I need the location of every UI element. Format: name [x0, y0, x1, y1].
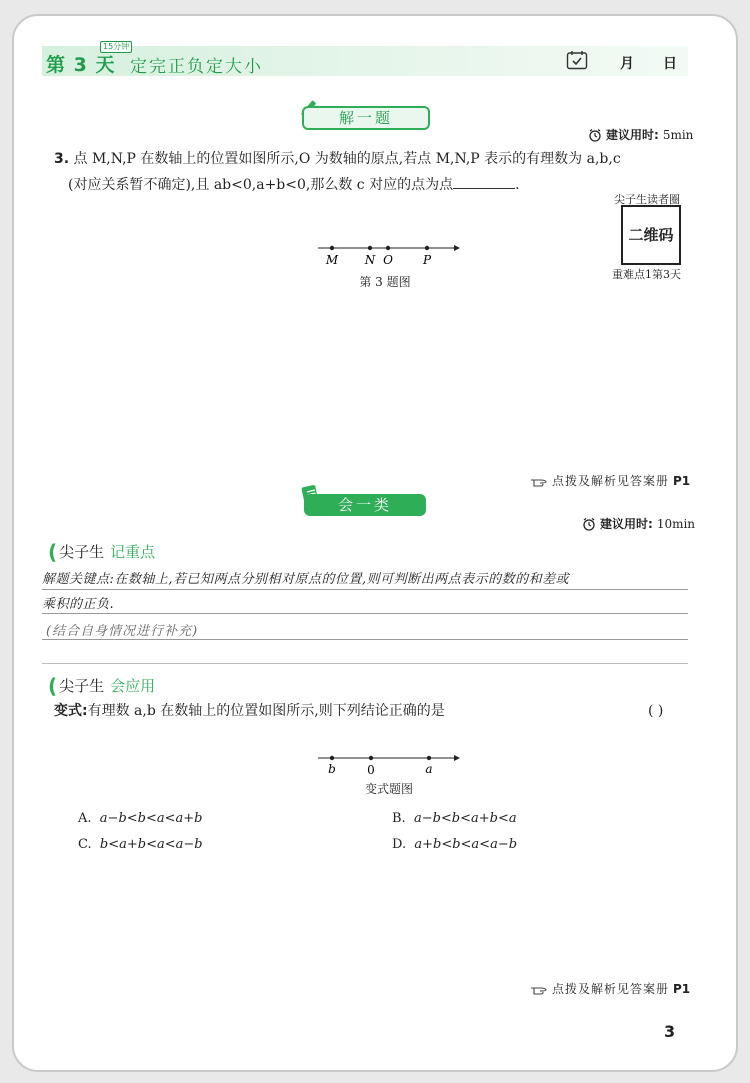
label-zero: 0	[367, 763, 375, 777]
label-m: M	[325, 253, 339, 267]
answer-ref-page: P1	[673, 981, 691, 996]
divider	[42, 639, 688, 640]
variant-label: 变式:	[54, 703, 88, 719]
option-text: a+b<b<a<a−b	[414, 837, 518, 852]
variant-text: 有理数 a,b 在数轴上的位置如图所示,则下列结论正确的是	[87, 703, 445, 719]
pointing-hand-icon	[530, 983, 548, 995]
point-p	[425, 246, 429, 250]
heading-bracket-icon: (	[48, 539, 58, 564]
key-point-line-1: 解题关键点:在数轴上,若已知两点分别相对原点的位置,则可判断出两点表示的数的和差或	[42, 572, 570, 587]
question-end: .	[515, 177, 520, 193]
point-n	[368, 246, 372, 250]
timer-label: 建议用时:	[606, 128, 659, 142]
alarm-clock-icon	[582, 517, 596, 531]
answer-ref-page: P1	[673, 473, 691, 488]
option-text: a−b<b<a<a+b	[99, 811, 203, 826]
apply-heading	[48, 675, 155, 696]
month-field: 月	[620, 56, 634, 72]
timer-value: 5min	[662, 127, 694, 142]
point-a	[427, 756, 431, 760]
divider	[42, 613, 688, 614]
qr-caption-top: 尖子生读者圈	[614, 193, 680, 206]
label-o: O	[383, 253, 393, 267]
point-b	[330, 756, 334, 760]
point-m	[330, 246, 334, 250]
question-3	[54, 146, 704, 198]
heading-bracket-icon: (	[48, 673, 58, 698]
answer-paren[interactable]: ( )	[648, 703, 664, 719]
answer-reference-1[interactable]	[530, 472, 690, 489]
variant-question	[54, 698, 694, 724]
timer-value: 10min	[656, 516, 696, 531]
day-topic: 定完正负定大小	[130, 57, 263, 77]
answer-blank[interactable]	[453, 174, 515, 189]
divider	[42, 663, 688, 664]
divider	[42, 589, 688, 590]
answer-ref-text: 点拨及解析见答案册	[552, 982, 670, 996]
timer-label: 建议用时:	[600, 517, 653, 531]
time-badge: 15分钟	[100, 41, 132, 53]
suggested-time-1	[588, 126, 693, 143]
key-point-line-2: 乘积的正负.	[42, 597, 115, 612]
option-text: b<a+b<a<a−b	[99, 837, 203, 852]
key-points-heading	[48, 541, 155, 562]
label-b: b	[328, 762, 336, 776]
heading-prefix: 尖子生	[59, 543, 105, 561]
option-label: B.	[392, 811, 406, 826]
label-p: P	[422, 253, 432, 267]
question-line-2: (对应关系暂不确定),且 ab<0,a+b<0,那么数 c 对应的点为点	[68, 177, 454, 193]
option-label: D.	[392, 837, 407, 852]
option-label: C.	[78, 837, 92, 852]
page-number: 3	[664, 1022, 676, 1041]
figure-caption-variant: 变式题图	[364, 782, 413, 796]
number-line-figure-variant	[314, 748, 464, 778]
number-line-figure-3	[314, 238, 464, 270]
option-d[interactable]	[392, 837, 517, 852]
qr-caption-bottom: 重难点1第3天	[612, 268, 681, 281]
day-field: 日	[663, 56, 677, 72]
label-n: N	[364, 253, 376, 267]
answer-reference-2[interactable]	[530, 980, 690, 997]
heading-prefix: 尖子生	[59, 677, 105, 695]
label-a: a	[425, 762, 433, 776]
heading-suffix: 会应用	[110, 677, 156, 695]
suggested-time-2	[582, 515, 695, 532]
supplement-note[interactable]: (结合自身情况进行补充)	[46, 624, 199, 639]
option-c[interactable]	[78, 837, 203, 852]
heading-suffix: 记重点	[110, 543, 156, 561]
question-number: 3.	[54, 151, 70, 167]
alarm-clock-icon	[588, 128, 602, 142]
option-b[interactable]	[392, 811, 517, 826]
calendar-check-icon	[566, 50, 588, 70]
figure-caption-3: 第 3 题图	[359, 275, 411, 289]
option-label: A.	[78, 811, 92, 826]
point-o	[386, 246, 390, 250]
qr-code[interactable]: 二维码	[621, 205, 681, 265]
option-text: a−b<b<a+b<a	[413, 811, 517, 826]
point-zero	[369, 756, 373, 760]
pointing-hand-icon	[530, 475, 548, 487]
answer-ref-text: 点拨及解析见答案册	[552, 474, 670, 488]
learn-one-class-title: 会一类	[304, 494, 426, 516]
solve-one-title: 解一题	[302, 106, 430, 130]
day-label: 第 3 天	[46, 54, 116, 76]
option-a[interactable]	[78, 811, 202, 826]
question-line-1: 点 M,N,P 在数轴上的位置如图所示,O 为数轴的原点,若点 M,N,P 表示的有理数为 a,b,c	[73, 151, 621, 167]
